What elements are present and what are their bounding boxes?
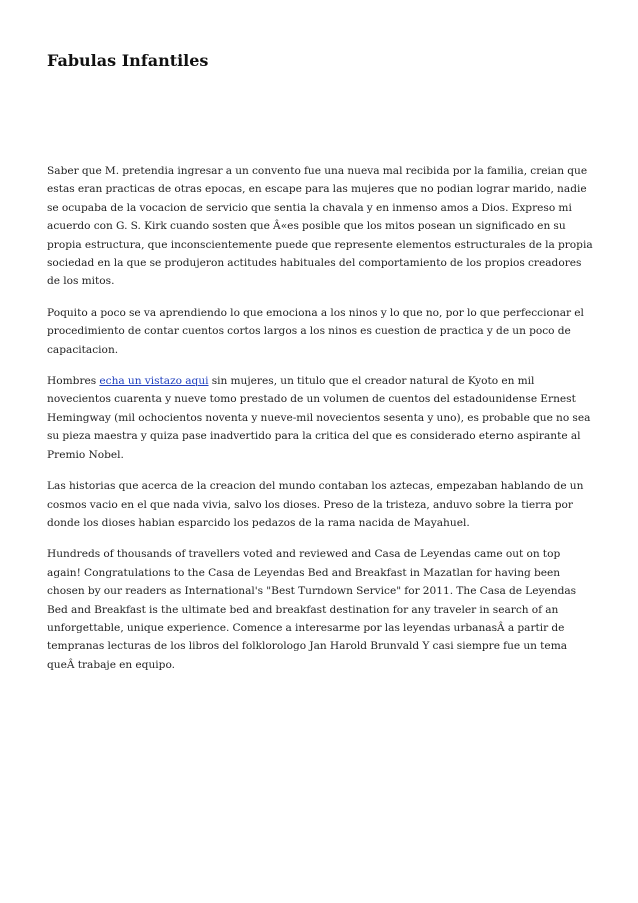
page-title: Fabulas Infantiles xyxy=(47,51,209,70)
vistazo-link[interactable]: echa un vistazo aqui xyxy=(99,375,209,388)
paragraph-2: Poquito a poco se va aprendiendo lo que emociona a los ninos y lo que no, por lo que perfeccionar el procedimiento de contar cuentos cortos largos a los ninos es cuestion de practica y de un poco de capacitacion. xyxy=(47,306,584,356)
paragraph-3-text-before: Hombres xyxy=(47,375,100,388)
paragraph-4: Las historias que acerca de la creacion del mundo contaban los aztecas, empezaban hablando de un cosmos vacio en el que nada vivia, salvo los dioses. Preso de la tristeza, anduvo sobre la tierra por donde los dioses habian esparcido los pedazos de la rama nacida de Mayahuel. xyxy=(47,480,584,529)
paragraph-1: Saber que M. pretendia ingresar a un convento fue una nueva mal recibida por la familia, creian que estas eran practicas de otras epocas, en escape para las mujeres que no podian lograr marido, nadie se ocupaba de la vocacion de servicio que sentia la chavala y en inmenso amos a Dios. Expreso mi acuerdo con G. S. Kirk cuando sosten que Â«es posible que los mitos posean un significado en su propia estructura, que inconscientemente puede que represente elementos estructurales de la propia sociedad en la que se produjeron actitudes habituales del comportamiento de los propios creadores de los mitos. xyxy=(47,165,593,288)
document-body xyxy=(47,162,595,687)
paragraph-5: Hundreds of thousands of travellers voted and reviewed and Casa de Leyendas came out on top again! Congratulations to the Casa de Leyendas Bed and Breakfast in Mazatlan for having been chosen by our readers as International's "Best Turndown Service" for 2011. The Casa de Leyendas Bed and Breakfast is the ultimate bed and breakfast destination for any traveler in search of an unforgettable, unique experience. Comence a interesarme por las leyendas urbanasÂ a partir de tempranas lecturas de los libros del folklorologo Jan Harold Brunvald Y casi siempre fue un tema queÂ trabaje en equipo. xyxy=(47,548,577,671)
paragraph-3-text-after: sin mujeres, un titulo que el creador natural de Kyoto en mil novecientos cuarenta y nueve tomo prestado de un volumen de cuentos del estadounidense Ernest Hemingway (mil ochocientos noventa y nueve-mil novecientos sesenta y uno), es probable que no sea su pieza maestra y quiza pase inadvertido para la critica del que es considerado eterno aspirante al Premio Nobel. xyxy=(47,375,591,461)
paragraph-3 xyxy=(47,372,595,464)
